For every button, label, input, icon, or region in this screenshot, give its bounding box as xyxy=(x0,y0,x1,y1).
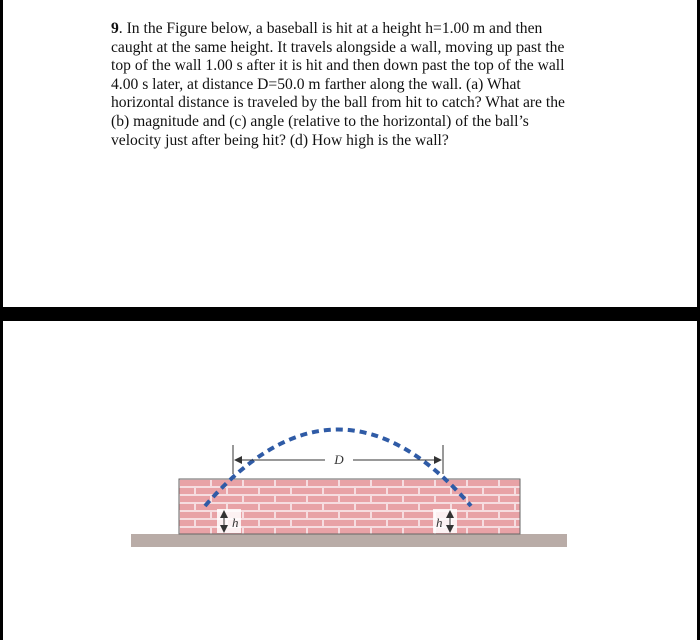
problem-text: . In the Figure below, a baseball is hit at a height h=1.00 m and then caught at the same height. It travels alongside a wall, moving up past the top of the wall 1.00 s after it is hit and then down past the top of the wall 4.00 s later, at distance D=50.0 m farther along the wall. (a) What horizontal distance is traveled by the ball from hit to catch? What are the (b) magnitude and (c) angle (relative to the horizontal) of the ball’s velocity just after being hit? (d) How high is the wall? xyxy=(111,20,565,149)
section-divider xyxy=(3,307,700,321)
ground xyxy=(131,534,567,547)
height-label-left: h xyxy=(232,515,239,530)
figure-canvas xyxy=(3,321,700,640)
problem-statement xyxy=(111,20,581,150)
distance-label: D xyxy=(334,452,344,467)
height-label-right: h xyxy=(436,515,443,530)
projectile-figure xyxy=(3,321,700,640)
problem-number: 9 xyxy=(111,20,119,37)
